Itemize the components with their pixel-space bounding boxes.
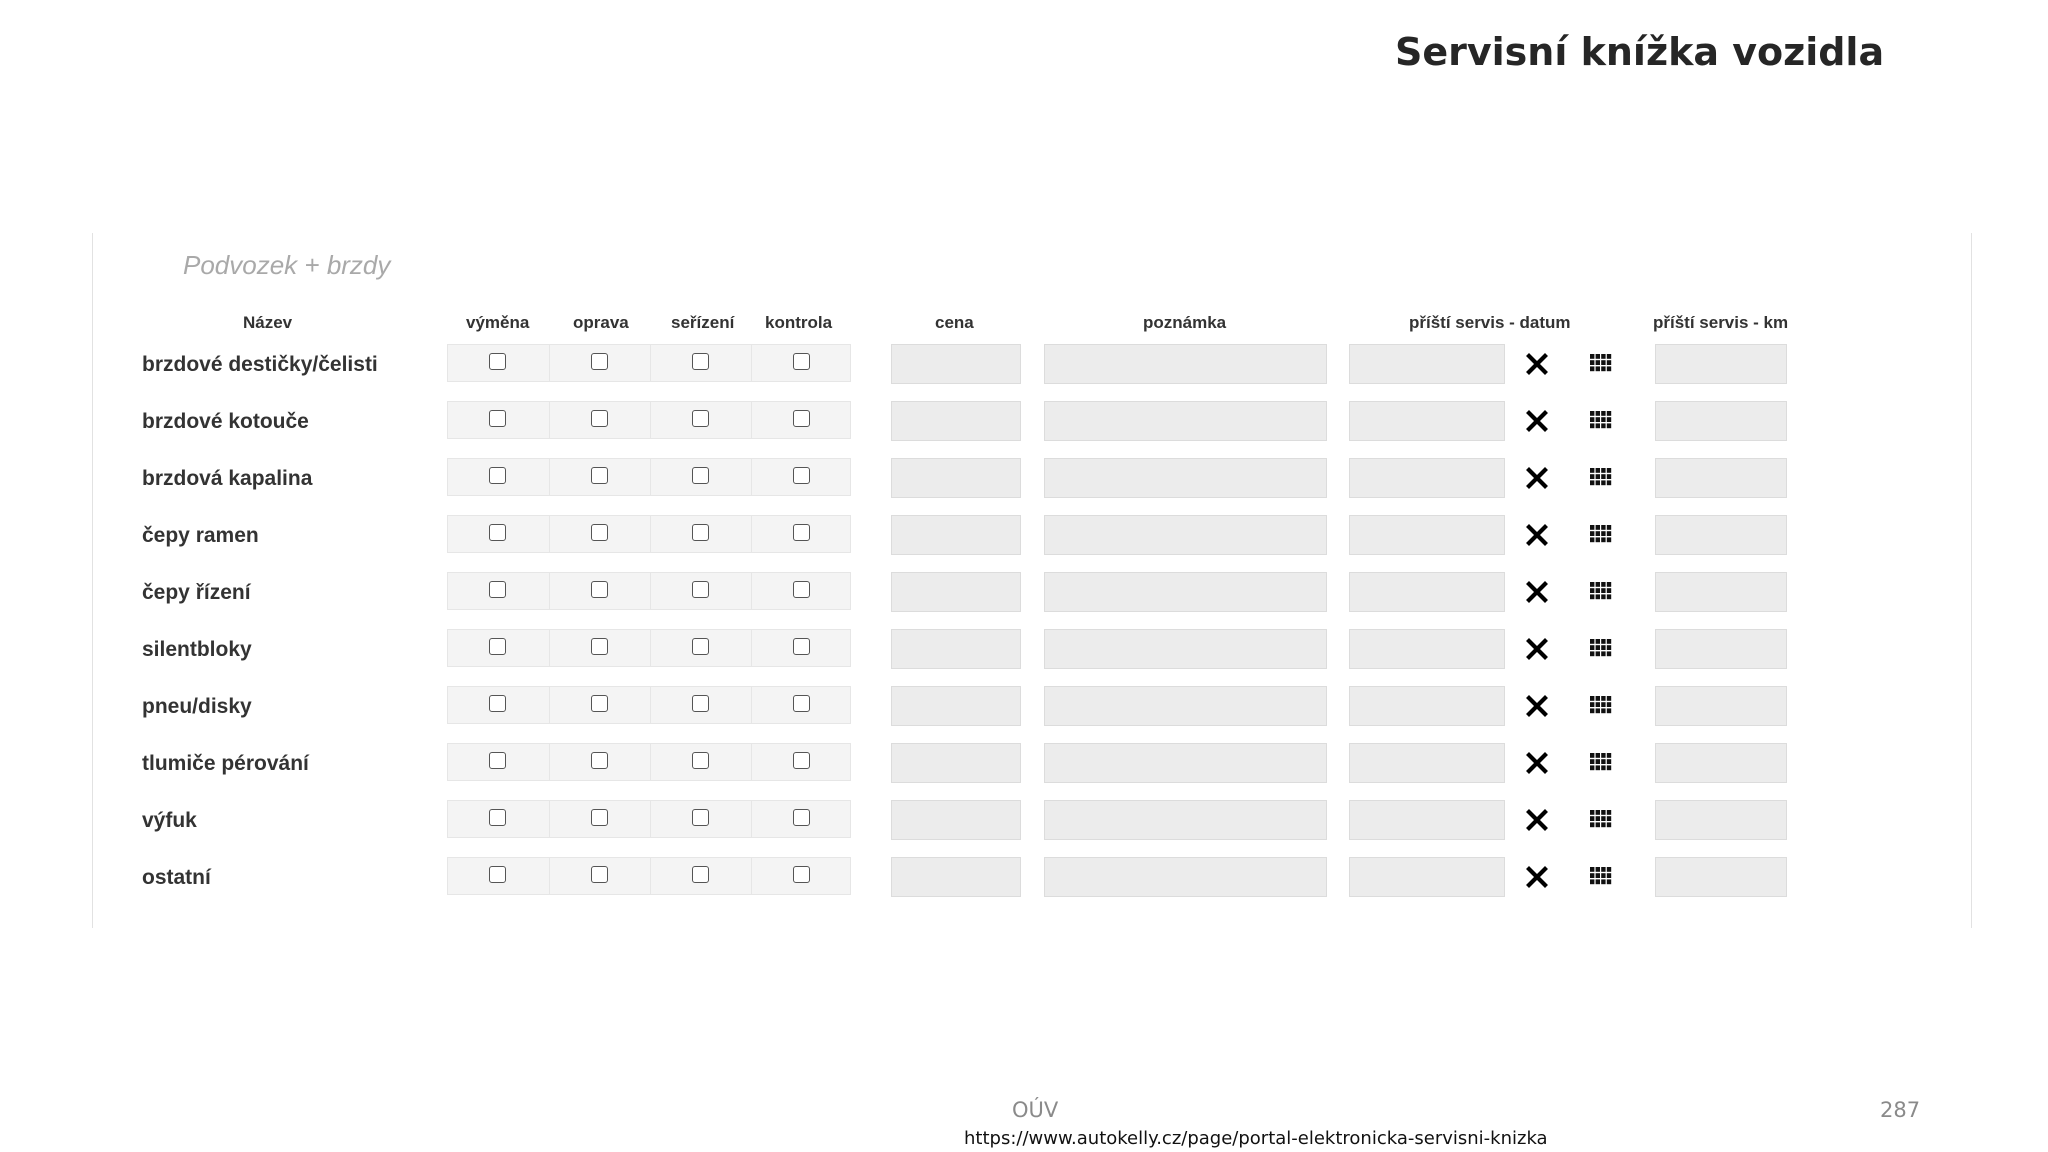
checkbox-cell-repair (549, 630, 650, 666)
calendar-grid-icon[interactable] (1590, 582, 1612, 600)
table-row (93, 515, 1971, 559)
adjustment-checkbox[interactable] (692, 866, 709, 883)
repair-checkbox[interactable] (591, 581, 608, 598)
action-checkboxes (447, 686, 851, 724)
next-service-km-input[interactable] (1655, 800, 1787, 840)
header-check: kontrola (765, 313, 833, 332)
repair-checkbox[interactable] (591, 866, 608, 883)
replacement-checkbox[interactable] (489, 581, 506, 598)
checkbox-cell-adjustment (650, 744, 751, 780)
action-checkboxes (447, 515, 851, 553)
header-replacement: výměna (466, 313, 530, 332)
header-next-date: příští servis - datum (1409, 313, 1571, 332)
footer-label: OÚV (1012, 1098, 1059, 1122)
action-checkboxes (447, 800, 851, 838)
adjustment-checkbox[interactable] (692, 695, 709, 712)
checkbox-cell-check (751, 516, 852, 552)
header-adjustment: seřízení (671, 313, 735, 332)
price-input[interactable] (891, 401, 1021, 441)
row-label: výfuk (142, 809, 197, 832)
checkbox-cell-adjustment (650, 345, 751, 381)
checkbox-cell-replacement (448, 744, 548, 780)
checkbox-cell-adjustment (650, 402, 751, 438)
row-label: čepy ramen (142, 524, 259, 547)
repair-checkbox[interactable] (591, 638, 608, 655)
next-service-km-input[interactable] (1655, 344, 1787, 384)
adjustment-checkbox[interactable] (692, 581, 709, 598)
price-input[interactable] (891, 572, 1021, 612)
note-input[interactable] (1044, 572, 1327, 612)
checkbox-cell-check (751, 801, 852, 837)
action-checkboxes (447, 344, 851, 382)
header-price: cena (935, 313, 974, 332)
calendar-grid-icon[interactable] (1590, 525, 1612, 543)
table-row (93, 857, 1971, 901)
action-checkboxes (447, 743, 851, 781)
header-next-km: příští servis - km (1653, 313, 1789, 332)
checkbox-cell-check (751, 687, 852, 723)
action-checkboxes (447, 458, 851, 496)
checkbox-cell-check (751, 630, 852, 666)
next-service-km-input[interactable] (1655, 686, 1787, 726)
calendar-grid-icon[interactable] (1590, 810, 1612, 828)
checkbox-cell-adjustment (650, 516, 751, 552)
note-input[interactable] (1044, 344, 1327, 384)
next-service-date-input[interactable] (1349, 629, 1505, 669)
repair-checkbox[interactable] (591, 524, 608, 541)
checkbox-cell-check (751, 402, 852, 438)
repair-checkbox[interactable] (591, 695, 608, 712)
close-icon[interactable] (1525, 694, 1549, 718)
replacement-checkbox[interactable] (489, 467, 506, 484)
calendar-grid-icon[interactable] (1590, 753, 1612, 771)
chassis-brakes-panel (92, 233, 1972, 928)
replacement-checkbox[interactable] (489, 866, 506, 883)
note-input[interactable] (1044, 458, 1327, 498)
checkbox-cell-replacement (448, 459, 548, 495)
checkbox-cell-adjustment (650, 459, 751, 495)
price-input[interactable] (891, 743, 1021, 783)
check-checkbox[interactable] (793, 809, 810, 826)
source-url: https://www.autokelly.cz/page/portal-elektronicka-servisni-knizka (964, 1128, 1548, 1149)
checkbox-cell-repair (549, 459, 650, 495)
check-checkbox[interactable] (793, 695, 810, 712)
check-checkbox[interactable] (793, 467, 810, 484)
next-service-date-input[interactable] (1349, 572, 1505, 612)
close-icon[interactable] (1525, 409, 1549, 433)
checkbox-cell-adjustment (650, 858, 751, 894)
checkbox-cell-check (751, 459, 852, 495)
checkbox-cell-repair (549, 402, 650, 438)
price-input[interactable] (891, 515, 1021, 555)
next-service-date-input[interactable] (1349, 743, 1505, 783)
close-icon[interactable] (1525, 352, 1549, 376)
checkbox-cell-adjustment (650, 573, 751, 609)
next-service-date-input[interactable] (1349, 800, 1505, 840)
note-input[interactable] (1044, 629, 1327, 669)
close-icon[interactable] (1525, 523, 1549, 547)
note-input[interactable] (1044, 401, 1327, 441)
slide-title: Servisní knížka vozidla (1395, 30, 1885, 74)
note-input[interactable] (1044, 515, 1327, 555)
repair-checkbox[interactable] (591, 353, 608, 370)
next-service-km-input[interactable] (1655, 458, 1787, 498)
action-checkboxes (447, 629, 851, 667)
next-service-date-input[interactable] (1349, 857, 1505, 897)
calendar-grid-icon[interactable] (1590, 468, 1612, 486)
table-row (93, 743, 1971, 787)
next-service-km-input[interactable] (1655, 401, 1787, 441)
price-input[interactable] (891, 686, 1021, 726)
adjustment-checkbox[interactable] (692, 467, 709, 484)
panel-title: Podvozek + brzdy (183, 250, 391, 280)
adjustment-checkbox[interactable] (692, 752, 709, 769)
price-input[interactable] (891, 458, 1021, 498)
check-checkbox[interactable] (793, 581, 810, 598)
repair-checkbox[interactable] (591, 410, 608, 427)
header-name: Název (243, 313, 293, 332)
adjustment-checkbox[interactable] (692, 524, 709, 541)
price-input[interactable] (891, 629, 1021, 669)
checkbox-cell-check (751, 744, 852, 780)
checkbox-cell-adjustment (650, 687, 751, 723)
check-checkbox[interactable] (793, 866, 810, 883)
checkbox-cell-check (751, 345, 852, 381)
repair-checkbox[interactable] (591, 467, 608, 484)
table-row (93, 344, 1971, 388)
table-row (93, 686, 1971, 730)
close-icon[interactable] (1525, 580, 1549, 604)
row-label: brzdové kotouče (142, 410, 309, 433)
checkbox-cell-replacement (448, 573, 548, 609)
header-repair: oprava (573, 313, 629, 332)
checkbox-cell-check (751, 573, 852, 609)
table-row (93, 572, 1971, 616)
table-row (93, 458, 1971, 502)
page-number: 287 (1880, 1098, 1921, 1122)
check-checkbox[interactable] (793, 638, 810, 655)
price-input[interactable] (891, 344, 1021, 384)
replacement-checkbox[interactable] (489, 695, 506, 712)
calendar-grid-icon[interactable] (1590, 867, 1612, 885)
calendar-grid-icon[interactable] (1590, 696, 1612, 714)
close-icon[interactable] (1525, 466, 1549, 490)
next-service-date-input[interactable] (1349, 401, 1505, 441)
table-row (93, 800, 1971, 844)
repair-checkbox[interactable] (591, 809, 608, 826)
row-label: tlumiče pérování (142, 752, 309, 775)
checkbox-cell-check (751, 858, 852, 894)
row-label: silentbloky (142, 638, 252, 661)
price-input[interactable] (891, 800, 1021, 840)
calendar-grid-icon[interactable] (1590, 354, 1612, 372)
checkbox-cell-repair (549, 687, 650, 723)
row-label: čepy řízení (142, 581, 251, 604)
checkbox-cell-replacement (448, 801, 548, 837)
check-checkbox[interactable] (793, 524, 810, 541)
repair-checkbox[interactable] (591, 752, 608, 769)
replacement-checkbox[interactable] (489, 524, 506, 541)
checkbox-cell-replacement (448, 345, 548, 381)
check-checkbox[interactable] (793, 353, 810, 370)
next-service-km-input[interactable] (1655, 572, 1787, 612)
replacement-checkbox[interactable] (489, 752, 506, 769)
note-input[interactable] (1044, 800, 1327, 840)
action-checkboxes (447, 857, 851, 895)
note-input[interactable] (1044, 743, 1327, 783)
checkbox-cell-repair (549, 345, 650, 381)
next-service-date-input[interactable] (1349, 458, 1505, 498)
note-input[interactable] (1044, 857, 1327, 897)
checkbox-cell-adjustment (650, 630, 751, 666)
adjustment-checkbox[interactable] (692, 809, 709, 826)
close-icon[interactable] (1525, 808, 1549, 832)
next-service-km-input[interactable] (1655, 515, 1787, 555)
header-note: poznámka (1143, 313, 1227, 332)
note-input[interactable] (1044, 686, 1327, 726)
action-checkboxes (447, 572, 851, 610)
replacement-checkbox[interactable] (489, 410, 506, 427)
calendar-grid-icon[interactable] (1590, 411, 1612, 429)
close-icon[interactable] (1525, 865, 1549, 889)
next-service-km-input[interactable] (1655, 743, 1787, 783)
close-icon[interactable] (1525, 751, 1549, 775)
price-input[interactable] (891, 857, 1021, 897)
next-service-km-input[interactable] (1655, 857, 1787, 897)
checkbox-cell-replacement (448, 858, 548, 894)
next-service-km-input[interactable] (1655, 629, 1787, 669)
close-icon[interactable] (1525, 637, 1549, 661)
row-label: pneu/disky (142, 695, 252, 718)
checkbox-cell-repair (549, 516, 650, 552)
table-row (93, 629, 1971, 673)
action-checkboxes (447, 401, 851, 439)
replacement-checkbox[interactable] (489, 638, 506, 655)
next-service-date-input[interactable] (1349, 686, 1505, 726)
adjustment-checkbox[interactable] (692, 410, 709, 427)
checkbox-cell-replacement (448, 516, 548, 552)
replacement-checkbox[interactable] (489, 353, 506, 370)
checkbox-cell-replacement (448, 630, 548, 666)
checkbox-cell-repair (549, 858, 650, 894)
table-row (93, 401, 1971, 445)
checkbox-cell-replacement (448, 402, 548, 438)
adjustment-checkbox[interactable] (692, 353, 709, 370)
checkbox-cell-replacement (448, 687, 548, 723)
checkbox-cell-repair (549, 744, 650, 780)
row-label: brzdové destičky/čelisti (142, 353, 378, 376)
next-service-date-input[interactable] (1349, 515, 1505, 555)
row-label: brzdová kapalina (142, 467, 313, 490)
check-checkbox[interactable] (793, 410, 810, 427)
checkbox-cell-repair (549, 801, 650, 837)
check-checkbox[interactable] (793, 752, 810, 769)
row-label: ostatní (142, 866, 211, 889)
checkbox-cell-repair (549, 573, 650, 609)
adjustment-checkbox[interactable] (692, 638, 709, 655)
checkbox-cell-adjustment (650, 801, 751, 837)
replacement-checkbox[interactable] (489, 809, 506, 826)
next-service-date-input[interactable] (1349, 344, 1505, 384)
calendar-grid-icon[interactable] (1590, 639, 1612, 657)
